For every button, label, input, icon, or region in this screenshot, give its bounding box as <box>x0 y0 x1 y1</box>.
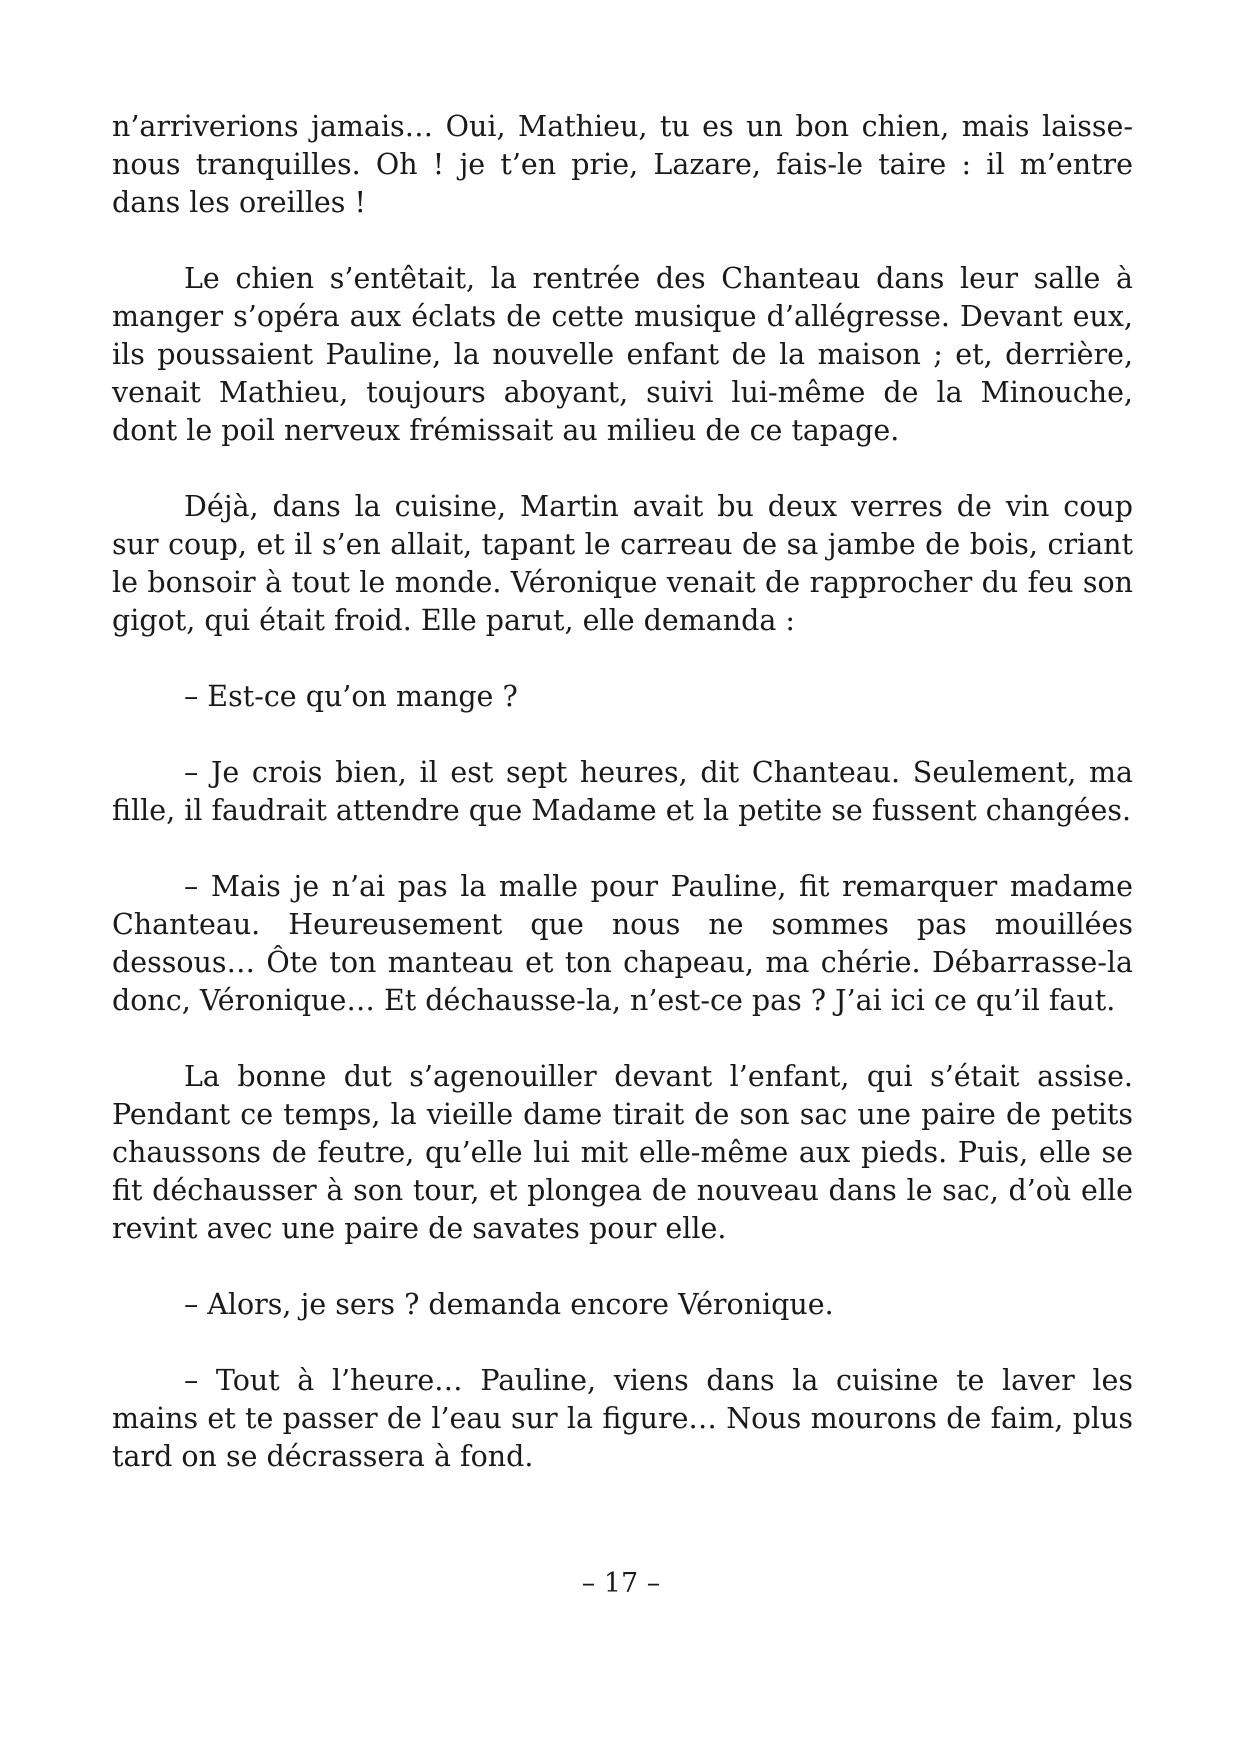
dialogue-line: – Est-ce qu’on mange ? <box>184 680 518 713</box>
paragraph: Le chien s’entêtait, la rentrée des Chanteau dans leur salle à manger s’opéra aux éclats de cette musique d’allégresse. Devant eux, ils poussaient Pauline, la nouvelle enfant de la maison ; et, derrière, venait Mathieu, toujours aboyant, suivi lui-même de la Minouche, dont le poil nerveux frémissait au milieu de ce tapage. <box>112 262 1133 447</box>
paragraph: La bonne dut s’agenouiller devant l’enfant, qui s’était assise. Pendant ce temps, la vieille dame tirait de son sac une paire de petits chaussons de feutre, qu’elle lui mit elle-même aux pieds. Puis, elle se fit déchausser à son tour, et plongea de nouveau dans le sac, d’où elle revint avec une paire de savates pour elle. <box>112 1060 1133 1245</box>
page-number: – 17 – <box>581 1568 661 1599</box>
body-text <box>112 108 1133 1514</box>
dialogue-line: – Alors, je sers ? demanda encore Véronique. <box>184 1288 834 1321</box>
paragraph: Déjà, dans la cuisine, Martin avait bu deux verres de vin coup sur coup, et il s’en allait, tapant le carreau de sa jambe de bois, criant le bonsoir à tout le monde. Véronique venait de rapprocher du feu son gigot, qui était froid. Elle parut, elle demanda : <box>112 490 1133 637</box>
dialogue-line: – Tout à l’heure… Pauline, viens dans la cuisine te laver les mains et te passer de l’eau sur la figure… Nous mourons de faim, plus tard on se décrassera à fond. <box>112 1364 1133 1473</box>
paragraph-continuation: n’arriverions jamais… Oui, Mathieu, tu es un bon chien, mais laisse-nous tranquilles. Oh ! je t’en prie, Lazare, fais-le taire : il m’entre dans les oreilles ! <box>112 110 1133 219</box>
dialogue-line: – Mais je n’ai pas la malle pour Pauline, fit remarquer madame Chanteau. Heureusement que nous ne sommes pas mouillées dessous… Ôte ton manteau et ton chapeau, ma chérie. Débarrasse-la donc, Véronique… Et déchausse-la, n’est-ce pas ? J’ai ici ce qu’il faut. <box>112 870 1133 1017</box>
dialogue-line: – Je crois bien, il est sept heures, dit Chanteau. Seulement, ma fille, il faudrait attendre que Madame et la petite se fussent changées. <box>112 756 1133 827</box>
